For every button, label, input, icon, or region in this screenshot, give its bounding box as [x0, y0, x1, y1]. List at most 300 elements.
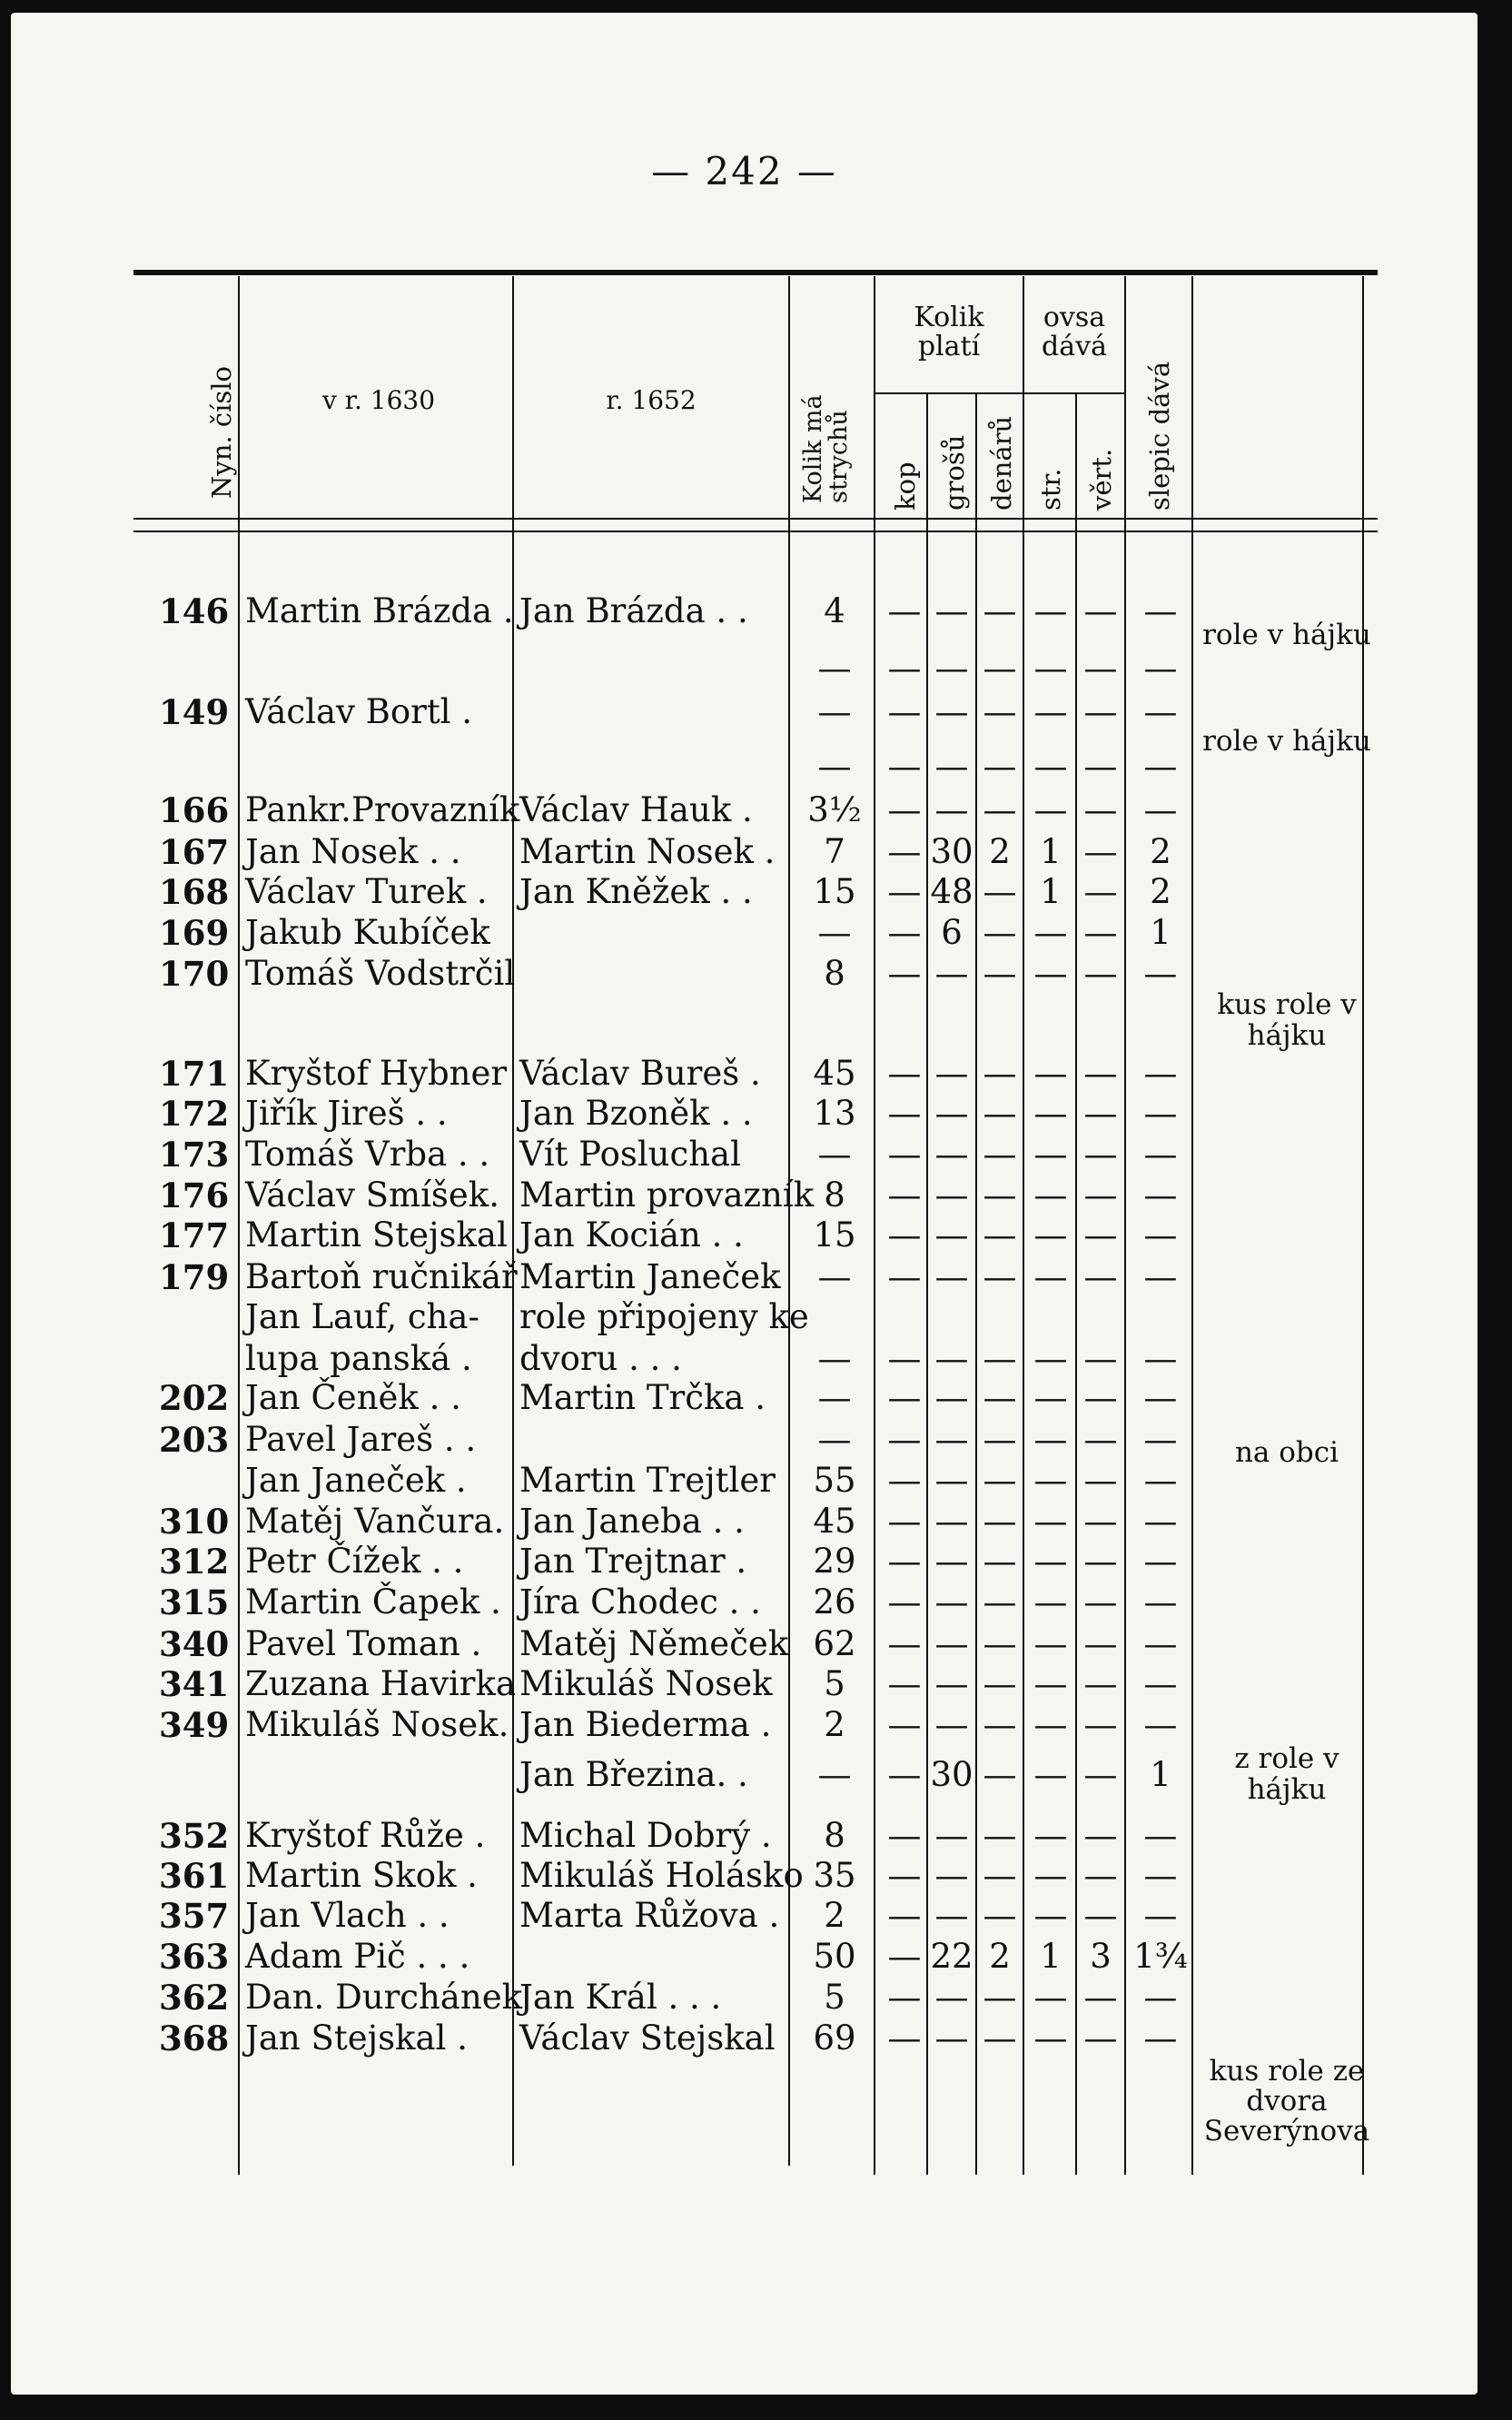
table-row — [11, 1978, 1477, 2018]
cell-grosu: 6 — [941, 913, 963, 952]
cell-strych: — — [817, 1339, 852, 1378]
header-grosu: grošů — [939, 434, 970, 511]
cell-str: — — [1033, 1856, 1068, 1895]
cell-vert: — — [1083, 1542, 1118, 1581]
cell-vert: — — [1083, 1054, 1118, 1093]
cell-kop: — — [887, 591, 922, 630]
cell-n1652: Jan Bzoněk . . — [519, 1094, 753, 1133]
table-row — [11, 832, 1477, 872]
book-page — [11, 13, 1477, 2395]
cell-n1630: Tomáš Vrba . . — [245, 1135, 490, 1174]
cell-num: 363 — [159, 1937, 230, 1977]
table-row — [11, 1339, 1477, 1379]
cell-denaru: — — [983, 1582, 1017, 1622]
cell-num: 168 — [159, 872, 230, 912]
cell-grosu: — — [934, 1094, 969, 1133]
cell-denaru: — — [983, 1175, 1017, 1215]
cell-slepic: 1¾ — [1133, 1937, 1188, 1976]
cell-strych: 5 — [824, 1978, 845, 2017]
cell-n1630: Jan Janeček . — [245, 1461, 467, 1500]
cell-grosu: — — [934, 1339, 969, 1378]
cell-str: — — [1033, 1664, 1068, 1703]
cell-strych: 2 — [824, 1896, 845, 1935]
table-row — [11, 649, 1477, 689]
cell-slepic: — — [1143, 1461, 1178, 1500]
cell-slepic: — — [1143, 1664, 1178, 1703]
cell-strych: — — [817, 747, 852, 786]
cell-n1630: Martin Čapek . — [245, 1582, 501, 1622]
cell-kop: — — [887, 1339, 922, 1378]
cell-str: — — [1033, 649, 1068, 688]
cell-n1630: Tomáš Vodstrčil — [245, 954, 516, 993]
cell-strych: — — [817, 1257, 852, 1296]
subhead-rule — [1023, 392, 1124, 394]
cell-n1630: Martin Brázda . — [245, 591, 514, 630]
cell-strych: 8 — [824, 954, 845, 993]
cell-grosu: — — [934, 692, 969, 731]
note-na-obci: na obci — [1234, 1436, 1339, 1469]
cell-num: 203 — [159, 1420, 230, 1460]
cell-str: — — [1033, 1542, 1068, 1581]
cell-kop: — — [887, 1094, 922, 1133]
cell-strych: 8 — [824, 1175, 845, 1215]
table-row — [11, 1856, 1477, 1896]
table-row — [11, 913, 1477, 953]
cell-num: 166 — [159, 790, 230, 830]
cell-slepic: 2 — [1150, 872, 1171, 911]
cell-kop: — — [887, 1542, 922, 1581]
cell-n1652: Jan Březina. . — [519, 1755, 748, 1794]
cell-denaru: — — [983, 1461, 1017, 1500]
cell-n1652: Martin provazník — [519, 1175, 815, 1215]
cell-grosu: — — [934, 1502, 969, 1541]
cell-strych: 4 — [824, 591, 845, 630]
cell-num: 172 — [159, 1094, 230, 1134]
cell-num: 352 — [159, 1816, 230, 1856]
cell-denaru: — — [983, 913, 1017, 952]
cell-slepic: — — [1143, 692, 1178, 731]
cell-n1652: Mikuláš Nosek — [519, 1664, 773, 1703]
table-row — [11, 1257, 1477, 1297]
cell-kop: — — [887, 1755, 922, 1794]
cell-str: — — [1033, 1175, 1068, 1215]
cell-strych: 45 — [813, 1054, 856, 1093]
cell-num: 167 — [159, 832, 230, 872]
cell-slepic: — — [1143, 1054, 1178, 1093]
cell-num: 340 — [159, 1624, 230, 1664]
cell-n1630: Jan Lauf, cha- — [245, 1297, 479, 1336]
header-ovsa: ovsa dává — [1042, 302, 1107, 362]
cell-denaru: — — [983, 954, 1017, 993]
cell-denaru: — — [983, 1378, 1017, 1417]
cell-strych: 45 — [813, 1502, 856, 1541]
cell-num: 349 — [159, 1705, 230, 1745]
cell-str: — — [1033, 1094, 1068, 1133]
cell-num: 149 — [159, 692, 230, 732]
cell-slepic: 1 — [1150, 1755, 1171, 1794]
cell-grosu: — — [934, 1215, 969, 1255]
cell-vert: — — [1083, 1339, 1118, 1378]
cell-vert: — — [1083, 1094, 1118, 1133]
cell-denaru: — — [983, 1542, 1017, 1581]
table-row — [11, 1297, 1477, 1337]
cell-slepic: — — [1143, 1135, 1178, 1174]
cell-kop: — — [887, 1856, 922, 1895]
table-row — [11, 1664, 1477, 1704]
cell-n1652: Martin Janeček — [519, 1257, 781, 1296]
cell-vert: — — [1083, 1257, 1118, 1296]
cell-strych: — — [817, 913, 852, 952]
header-vert: věrt. — [1086, 448, 1117, 511]
header-kop: kop — [890, 461, 921, 511]
cell-str: 1 — [1040, 872, 1062, 911]
cell-n1630: Václav Bortl . — [245, 692, 473, 731]
header-num: Nyn. číslo — [206, 365, 237, 499]
cell-n1652: Martin Trejtler — [519, 1461, 776, 1500]
cell-vert: — — [1083, 1135, 1118, 1174]
cell-denaru: — — [983, 1502, 1017, 1541]
table-row — [11, 1624, 1477, 1664]
cell-slepic: — — [1143, 1896, 1178, 1935]
cell-n1630: Jakub Kubíček — [245, 913, 490, 952]
cell-grosu: — — [934, 2018, 969, 2058]
cell-slepic: — — [1143, 1705, 1178, 1744]
cell-n1630: Pavel Jareš . . — [245, 1420, 477, 1459]
cell-num: 173 — [159, 1135, 230, 1175]
cell-strych: 62 — [813, 1624, 856, 1663]
cell-vert: — — [1083, 872, 1118, 911]
cell-strych: 29 — [813, 1542, 856, 1581]
cell-strych: 26 — [813, 1582, 856, 1622]
table-row — [11, 1054, 1477, 1094]
cell-str: — — [1033, 1135, 1068, 1174]
cell-kop: — — [887, 1664, 922, 1703]
cell-denaru: — — [983, 1257, 1017, 1296]
cell-kop: — — [887, 1937, 922, 1976]
cell-denaru: — — [983, 1978, 1017, 2017]
cell-num: 179 — [159, 1257, 230, 1297]
cell-grosu: — — [934, 1705, 969, 1744]
cell-denaru: — — [983, 692, 1017, 731]
cell-n1630: Kryštof Růže . — [245, 1816, 486, 1855]
cell-slepic: — — [1143, 1175, 1178, 1215]
cell-n1652: Jan Král . . . — [519, 1978, 722, 2017]
cell-n1630: Jiřík Jireš . . — [245, 1094, 448, 1133]
cell-n1630: Martin Skok . — [245, 1856, 478, 1895]
cell-kop: — — [887, 1175, 922, 1215]
cell-n1652: Jan Kocián . . — [519, 1215, 744, 1255]
cell-kop: — — [887, 832, 922, 871]
cell-strych: — — [817, 692, 852, 731]
cell-slepic: — — [1143, 1624, 1178, 1663]
cell-num: 368 — [159, 2018, 230, 2058]
cell-strych: 69 — [813, 2018, 856, 2058]
cell-num: 177 — [159, 1215, 230, 1255]
cell-denaru: 2 — [989, 832, 1011, 871]
cell-grosu: — — [934, 1624, 969, 1663]
cell-vert: — — [1083, 954, 1118, 993]
cell-vert: — — [1083, 1215, 1118, 1255]
cell-strych: — — [817, 1378, 852, 1417]
note-kus-role-dvora: kus role ze dvora Severýnova — [1203, 2055, 1370, 2147]
table-row — [11, 1175, 1477, 1215]
cell-kop: — — [887, 790, 922, 829]
cell-strych: 5 — [824, 1664, 845, 1703]
cell-grosu: — — [934, 1461, 969, 1500]
cell-vert: — — [1083, 1856, 1118, 1895]
cell-kop: — — [887, 1215, 922, 1255]
cell-num: 315 — [159, 1582, 230, 1622]
cell-slepic: — — [1143, 1215, 1178, 1255]
cell-n1652: Matěj Němeček — [519, 1624, 789, 1663]
cell-slepic: 2 — [1150, 832, 1171, 871]
cell-str: — — [1033, 1705, 1068, 1744]
cell-grosu: — — [934, 1856, 969, 1895]
cell-slepic: — — [1143, 649, 1178, 688]
cell-num: 202 — [159, 1378, 230, 1418]
cell-vert: — — [1083, 1378, 1118, 1417]
cell-n1652: Václav Stejskal — [519, 2018, 776, 2058]
note-role-v-hajku: role v hájku — [1202, 725, 1371, 758]
cell-grosu: — — [934, 649, 969, 688]
cell-num: 146 — [159, 591, 230, 631]
cell-kop: — — [887, 1257, 922, 1296]
cell-slepic: — — [1143, 790, 1178, 829]
cell-strych: — — [817, 1420, 852, 1459]
cell-kop: — — [887, 1896, 922, 1935]
cell-num: 310 — [159, 1502, 230, 1542]
cell-denaru: — — [983, 1420, 1017, 1459]
cell-grosu: — — [934, 591, 969, 630]
cell-str: — — [1033, 1896, 1068, 1935]
cell-denaru: — — [983, 747, 1017, 786]
cell-denaru: — — [983, 2018, 1017, 2058]
cell-slepic: — — [1143, 1420, 1178, 1459]
table-row — [11, 1135, 1477, 1175]
cell-denaru: — — [983, 1135, 1017, 1174]
header-strych: Kolik má strychů — [799, 394, 853, 503]
cell-n1652: Jan Kněžek . . — [519, 872, 753, 911]
cell-n1652: Martin Nosek . — [519, 832, 776, 871]
cell-num: 169 — [159, 913, 230, 953]
cell-num: 176 — [159, 1175, 230, 1215]
cell-n1652: Michal Dobrý . — [519, 1816, 772, 1855]
cell-slepic: — — [1143, 1978, 1178, 2017]
table-row — [11, 1215, 1477, 1255]
cell-grosu: — — [934, 1257, 969, 1296]
cell-vert: — — [1083, 1175, 1118, 1215]
cell-n1652: Jan Janeba . . — [519, 1502, 745, 1541]
cell-str: — — [1033, 747, 1068, 786]
cell-slepic: — — [1143, 1816, 1178, 1855]
cell-str: — — [1033, 1257, 1068, 1296]
cell-str: — — [1033, 1378, 1068, 1417]
cell-slepic: — — [1143, 1257, 1178, 1296]
header-denaru: denárů — [986, 415, 1017, 511]
note-kus-role: kus role v hájku — [1217, 988, 1357, 1052]
cell-vert: — — [1083, 591, 1118, 630]
cell-n1652: Mikuláš Holásko — [519, 1856, 804, 1895]
cell-str: — — [1033, 2018, 1068, 2058]
cell-n1652: dvoru . . . — [519, 1339, 682, 1378]
cell-vert: — — [1083, 1978, 1118, 2017]
cell-denaru: — — [983, 1624, 1017, 1663]
cell-n1652: Václav Bureš . — [519, 1054, 761, 1093]
cell-kop: — — [887, 1054, 922, 1093]
cell-vert: — — [1083, 1461, 1118, 1500]
cell-num: 362 — [159, 1978, 230, 2018]
cell-n1652: Jan Biederma . — [519, 1705, 772, 1744]
cell-str: — — [1033, 913, 1068, 952]
cell-grosu: — — [934, 1582, 969, 1622]
cell-n1630: Kryštof Hybner — [245, 1054, 508, 1093]
cell-str: 1 — [1040, 1937, 1062, 1976]
cell-strych: — — [817, 649, 852, 688]
cell-num: 312 — [159, 1542, 230, 1582]
cell-strych: 50 — [813, 1937, 856, 1976]
cell-kop: — — [887, 1378, 922, 1417]
cell-str: — — [1033, 1816, 1068, 1855]
cell-grosu: — — [934, 1175, 969, 1215]
cell-vert: — — [1083, 832, 1118, 871]
cell-slepic: — — [1143, 1582, 1178, 1622]
cell-slepic: — — [1143, 1339, 1178, 1378]
cell-slepic: — — [1143, 1502, 1178, 1541]
cell-denaru: — — [983, 1215, 1017, 1255]
cell-strych: 13 — [813, 1094, 856, 1133]
cell-vert: — — [1083, 2018, 1118, 2058]
cell-num: 361 — [159, 1856, 230, 1896]
cell-vert: — — [1083, 1896, 1118, 1935]
cell-vert: — — [1083, 692, 1118, 731]
cell-denaru: — — [983, 649, 1017, 688]
cell-str: — — [1033, 1339, 1068, 1378]
cell-n1630: Pankr.Provazník — [245, 790, 520, 829]
cell-grosu: — — [934, 747, 969, 786]
cell-n1630: Václav Turek . — [245, 872, 488, 911]
cell-slepic: 1 — [1150, 913, 1171, 952]
cell-n1652: Vít Posluchal — [519, 1135, 741, 1174]
cell-str: — — [1033, 1624, 1068, 1663]
header-1652: r. 1652 — [606, 385, 697, 415]
cell-n1652: Martin Trčka . — [519, 1378, 766, 1417]
header-1630: v r. 1630 — [321, 385, 436, 415]
cell-slepic: — — [1143, 747, 1178, 786]
cell-str: — — [1033, 1755, 1068, 1794]
cell-vert: — — [1083, 747, 1118, 786]
page-number: — 242 — — [651, 149, 837, 193]
cell-strych: 2 — [824, 1705, 845, 1744]
cell-str: — — [1033, 1215, 1068, 1255]
cell-grosu: — — [934, 1542, 969, 1581]
table-row — [11, 1896, 1477, 1936]
cell-vert: — — [1083, 1705, 1118, 1744]
cell-n1630: Mikuláš Nosek. — [245, 1705, 509, 1744]
cell-n1630: Jan Vlach . . — [245, 1896, 450, 1935]
cell-n1630: Martin Stejskal — [245, 1215, 508, 1255]
cell-grosu: 30 — [930, 1755, 973, 1794]
table-row — [11, 1378, 1477, 1418]
cell-denaru: — — [983, 1094, 1017, 1133]
cell-str: — — [1033, 1461, 1068, 1500]
cell-denaru: — — [983, 591, 1017, 630]
cell-denaru: — — [983, 872, 1017, 911]
cell-slepic: — — [1143, 1094, 1178, 1133]
table-row — [11, 872, 1477, 912]
cell-slepic: — — [1143, 1542, 1178, 1581]
cell-str: 1 — [1040, 832, 1062, 871]
cell-num: 171 — [159, 1054, 230, 1094]
cell-kop: — — [887, 913, 922, 952]
cell-grosu: 30 — [930, 832, 973, 871]
cell-str: — — [1033, 790, 1068, 829]
cell-n1630: Matěj Vančura. — [245, 1502, 505, 1541]
cell-denaru: — — [983, 1054, 1017, 1093]
cell-denaru: 2 — [989, 1937, 1011, 1976]
cell-kop: — — [887, 1978, 922, 2017]
cell-denaru: — — [983, 1664, 1017, 1703]
cell-str: — — [1033, 1582, 1068, 1622]
cell-kop: — — [887, 1461, 922, 1500]
cell-num: 170 — [159, 954, 230, 994]
cell-kop: — — [887, 1135, 922, 1174]
cell-kop: — — [887, 1816, 922, 1855]
table-row — [11, 1542, 1477, 1582]
cell-kop: — — [887, 649, 922, 688]
cell-n1630: Zuzana Havirka — [245, 1664, 516, 1703]
cell-vert: — — [1083, 649, 1118, 688]
cell-n1652: Václav Hauk . — [519, 790, 753, 829]
cell-str: — — [1033, 591, 1068, 630]
table-top-rule — [133, 270, 1378, 275]
cell-grosu: — — [934, 1896, 969, 1935]
cell-denaru: — — [983, 1339, 1017, 1378]
cell-strych: 7 — [824, 832, 845, 871]
cell-kop: — — [887, 1624, 922, 1663]
cell-denaru: — — [983, 1896, 1017, 1935]
table-row — [11, 790, 1477, 830]
cell-slepic: — — [1143, 1856, 1178, 1895]
cell-denaru: — — [983, 1816, 1017, 1855]
cell-strych: — — [817, 1135, 852, 1174]
cell-str: — — [1033, 1502, 1068, 1541]
cell-vert: 3 — [1090, 1937, 1112, 1976]
cell-slepic: — — [1143, 591, 1178, 630]
cell-denaru: — — [983, 1755, 1017, 1794]
cell-slepic: — — [1143, 954, 1178, 993]
table-row — [11, 1705, 1477, 1745]
cell-grosu: — — [934, 954, 969, 993]
cell-n1630: Jan Nosek . . — [245, 832, 461, 871]
cell-strych: 3½ — [807, 790, 862, 829]
cell-strych: 15 — [813, 1215, 856, 1255]
table-row — [11, 1094, 1477, 1134]
cell-n1630: Jan Stejskal . — [245, 2018, 468, 2058]
cell-strych: 35 — [813, 1856, 856, 1895]
cell-grosu: — — [934, 790, 969, 829]
cell-vert: — — [1083, 913, 1118, 952]
cell-slepic: — — [1143, 1378, 1178, 1417]
cell-grosu: — — [934, 1664, 969, 1703]
table-row — [11, 1937, 1477, 1977]
note-role-v-hajku: role v hájku — [1202, 619, 1371, 651]
cell-denaru: — — [983, 1705, 1017, 1744]
cell-kop: — — [887, 1705, 922, 1744]
cell-vert: — — [1083, 1664, 1118, 1703]
cell-kop: — — [887, 747, 922, 786]
cell-str: — — [1033, 692, 1068, 731]
cell-n1630: Dan. Durchánek — [245, 1978, 523, 2017]
